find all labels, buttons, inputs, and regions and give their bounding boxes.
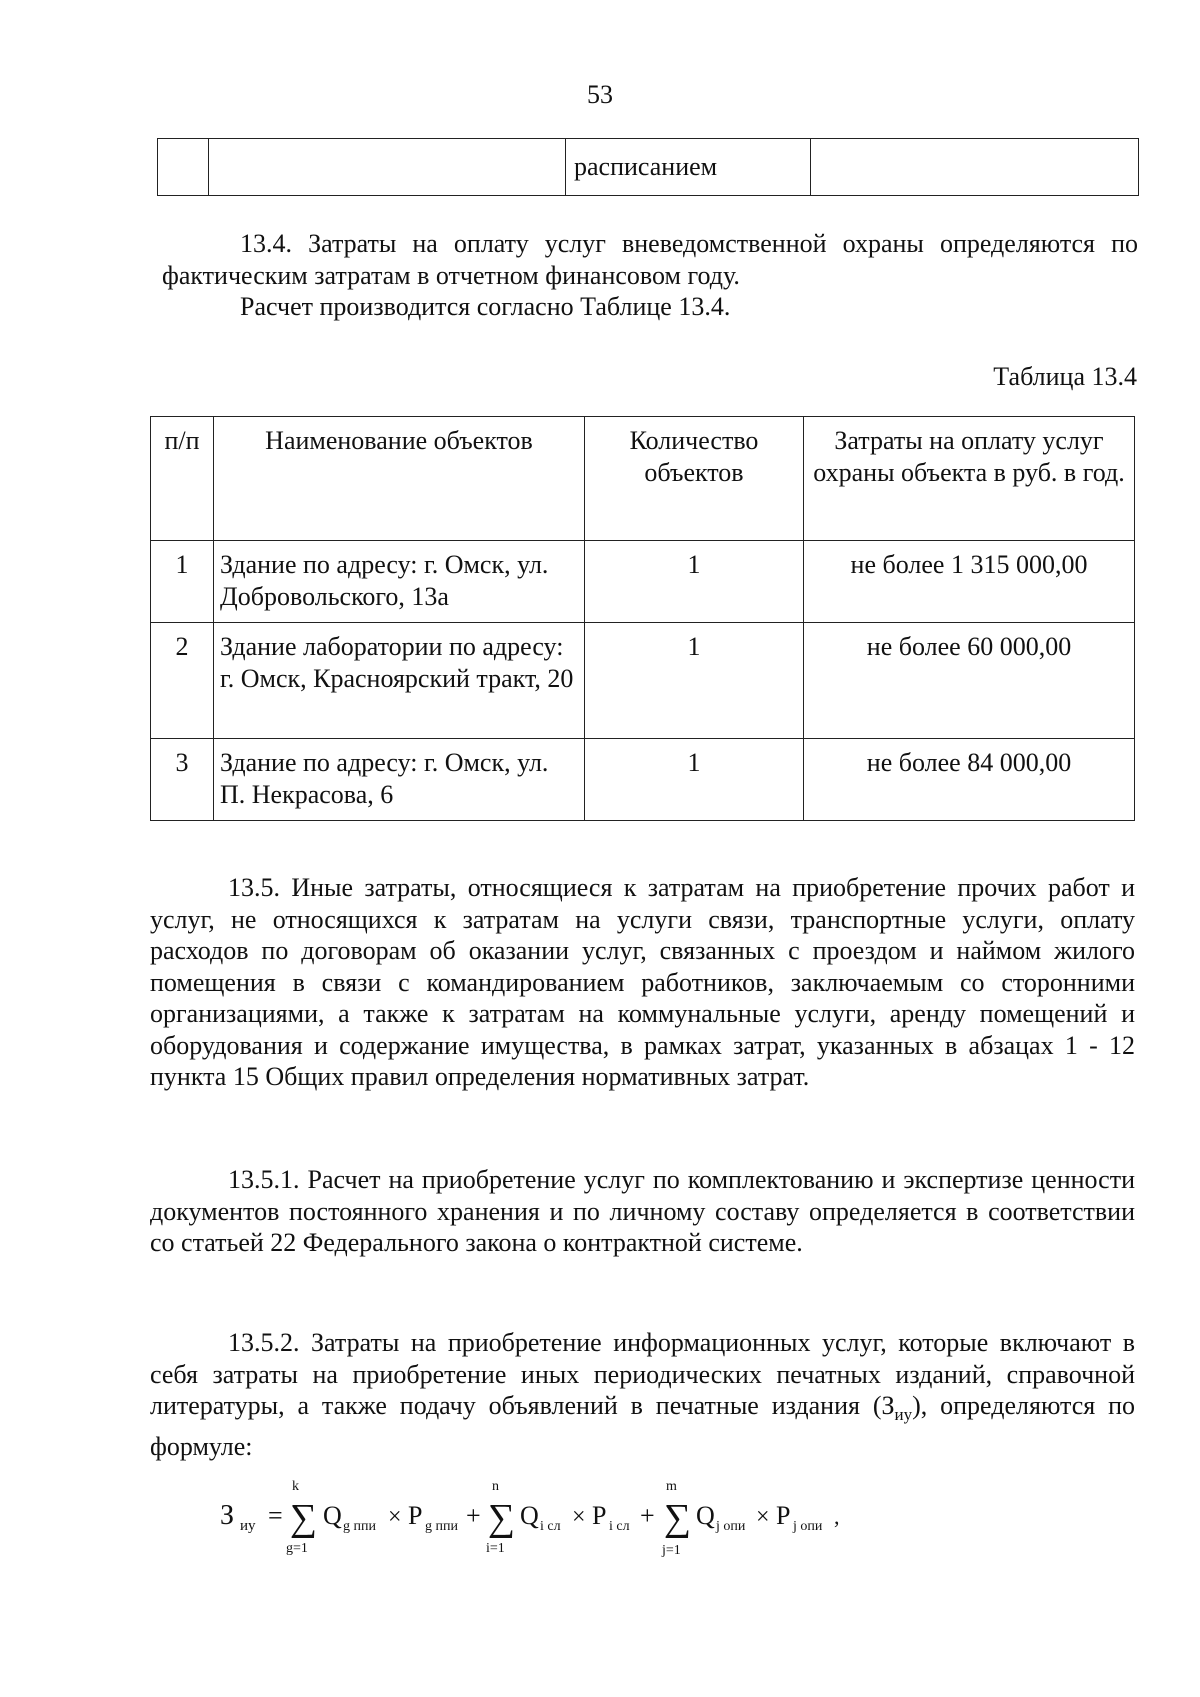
formula-plus: + xyxy=(466,1501,481,1530)
formula-equals: = xyxy=(268,1501,283,1530)
formula-q-sub: g ппи xyxy=(343,1519,376,1534)
table-header-row xyxy=(151,417,1135,541)
formula-q: Q xyxy=(696,1501,715,1530)
formula-p: P xyxy=(776,1501,791,1530)
table-cell: расписанием xyxy=(566,139,811,196)
row-num: 2 xyxy=(151,623,214,739)
sum-lower: i=1 xyxy=(486,1541,505,1556)
formula-q-sub: i сл xyxy=(540,1519,561,1534)
sum-upper: n xyxy=(492,1479,499,1494)
formula-times: × xyxy=(572,1504,586,1530)
paragraph-13-4: 13.4. Затраты на оплату услуг вневедомственной охраны определяются по фактическим затратам в отчетном финансовом году. xyxy=(162,229,1138,290)
header-name: Наименование объектов xyxy=(214,417,585,541)
formula-q-sub: j опи xyxy=(716,1519,746,1534)
paragraph-tail: ), определяются по формуле: xyxy=(150,1391,1135,1461)
formula-p: P xyxy=(408,1501,423,1530)
row-cost: не более 1 315 000,00 xyxy=(804,541,1135,623)
table-row xyxy=(158,139,1139,196)
formula-times: × xyxy=(756,1504,770,1530)
row-count: 1 xyxy=(585,739,804,821)
table-row xyxy=(151,623,1135,739)
sum-sign: ∑ xyxy=(664,1497,692,1539)
formula-p-sub: g ппи xyxy=(425,1519,458,1534)
paragraph-13-5-2 xyxy=(150,1327,1135,1462)
page-number: 53 xyxy=(587,80,613,109)
sum-lower: g=1 xyxy=(286,1541,308,1556)
row-num: 1 xyxy=(151,541,214,623)
header-cost: Затраты на оплату услуг охраны объекта в руб. в год. xyxy=(804,417,1135,541)
sum-sign: ∑ xyxy=(290,1497,318,1539)
sum-upper: m xyxy=(666,1479,677,1494)
formula-end: , xyxy=(834,1504,840,1529)
formula-p: P xyxy=(592,1501,607,1530)
formula-p-sub: i сл xyxy=(609,1519,630,1534)
row-name: Здание по адресу: г. Омск, ул. Добровольского, 13а xyxy=(214,541,585,623)
formula-lhs-sub: иу xyxy=(240,1518,256,1534)
carry-over-table xyxy=(157,138,1139,196)
sum-upper: k xyxy=(292,1479,299,1494)
formula-p-sub: j опи xyxy=(793,1519,823,1534)
row-name: Здание по адресу: г. Омск, ул. П. Некрасова, 6 xyxy=(214,739,585,821)
table-cell xyxy=(811,139,1139,196)
sum-sign: ∑ xyxy=(488,1497,516,1539)
row-num: 3 xyxy=(151,739,214,821)
formula xyxy=(220,1478,920,1558)
table-row xyxy=(151,739,1135,821)
table-cell xyxy=(209,139,566,196)
row-cost: не более 60 000,00 xyxy=(804,623,1135,739)
symbol-subscript: иу xyxy=(894,1405,913,1425)
sum-lower: j=1 xyxy=(662,1543,681,1558)
row-name: Здание лаборатории по адресу: г. Омск, Красноярский тракт, 20 xyxy=(214,623,585,739)
header-num: п/п xyxy=(151,417,214,541)
table-row xyxy=(151,541,1135,623)
paragraph-13-5: 13.5. Иные затраты, относящиеся к затратам на приобретение прочих работ и услуг, не относящихся к затратам на услуги связи, транспортные услуги, оплату расходов по договорам об оказании услуг, связанных с проездом и наймом жилого помещения в связи с командированием работников, заключаемым со сторонними организациями, а также к затратам на коммунальные услуги, аренду помещений и оборудования и содержание имущества, в рамках затрат, указанных в абзацах 1 - 12 пункта 15 Общих правил определения нормативных затрат. xyxy=(150,873,1135,1091)
formula-times: × xyxy=(388,1504,402,1530)
row-cost: не более 84 000,00 xyxy=(804,739,1135,821)
paragraph-13-5-1: 13.5.1. Расчет на приобретение услуг по комплектованию и экспертизе ценности документов постоянного хранения и по личному составу определяется в соответствии со статьей 22 Федерального закона о контрактной системе. xyxy=(150,1165,1135,1257)
header-count: Количество объектов xyxy=(585,417,804,541)
formula-q: Q xyxy=(323,1501,342,1530)
formula-lhs: З xyxy=(220,1500,235,1531)
formula-plus: + xyxy=(640,1501,655,1530)
table-cell xyxy=(158,139,209,196)
paragraph-text: 13.5.2. Затраты на приобретение информационных услуг, которые включают в себя затраты на приобретение иных периодических печатных изданий, справочной литературы, а также подачу объявлений в печатные издания (З xyxy=(150,1328,1135,1420)
row-count: 1 xyxy=(585,541,804,623)
costs-table xyxy=(150,416,1135,821)
row-count: 1 xyxy=(585,623,804,739)
paragraph-13-4-ref: Расчет производится согласно Таблице 13.4. xyxy=(240,292,731,321)
table-caption: Таблица 13.4 xyxy=(993,362,1137,391)
formula-q: Q xyxy=(520,1501,539,1530)
